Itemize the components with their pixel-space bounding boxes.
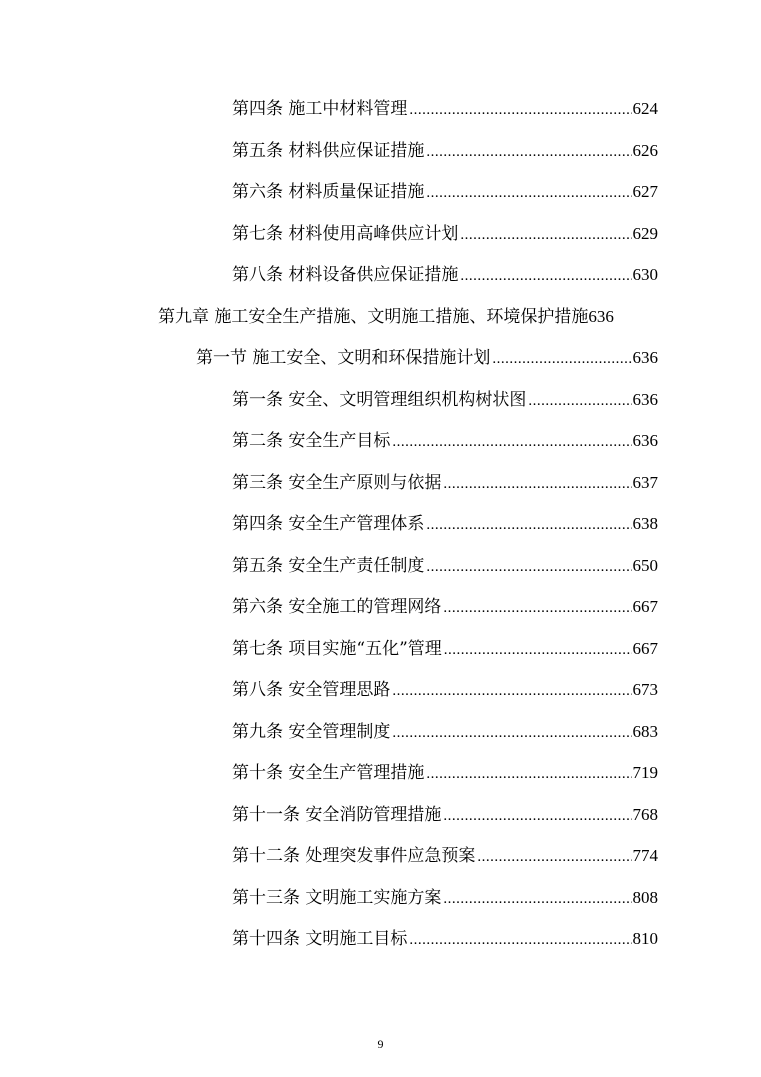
toc-entry-page: 667 (632, 639, 658, 658)
toc-entry[interactable] (232, 98, 658, 120)
toc-entry-page: 636 (632, 348, 658, 367)
toc-entry[interactable] (232, 389, 658, 411)
toc-entry-page: 636 (632, 431, 658, 450)
toc-entry-page: 683 (632, 722, 658, 741)
toc-entry-page: 630 (632, 265, 658, 284)
toc-entry-page: 808 (632, 888, 658, 907)
toc-entry-title: 第九条 安全管理制度 (232, 722, 391, 742)
toc-entry-title: 第八条 安全管理思路 (232, 680, 391, 700)
toc-entry[interactable] (232, 513, 658, 535)
toc-leader-dots (426, 763, 631, 785)
toc-entry[interactable] (232, 140, 658, 162)
toc-leader-dots (392, 722, 631, 744)
toc-leader-dots (426, 141, 631, 163)
toc-entry-title: 第一节 施工安全、文明和环保措施计划 (196, 348, 491, 368)
toc-entry[interactable] (232, 596, 658, 618)
toc-entry-page: 637 (632, 473, 658, 492)
toc-leader-dots (528, 390, 631, 412)
toc-entry[interactable] (232, 472, 658, 494)
toc-entry-title: 第十四条 文明施工目标 (232, 929, 408, 949)
toc-leader-dots (444, 639, 632, 661)
toc-entry-title: 第五条 材料供应保证措施 (232, 141, 425, 161)
toc-leader-dots (460, 265, 631, 287)
toc-entry-page: 629 (632, 224, 658, 243)
toc-entry-page: 673 (632, 680, 658, 699)
toc-entry-title: 第一条 安全、文明管理组织机构树状图 (232, 390, 527, 410)
toc-entry-title: 第十三条 文明施工实施方案 (232, 888, 442, 908)
toc-entry-title: 第十二条 处理突发事件应急预案 (232, 846, 476, 866)
toc-entry-title: 第七条 材料使用高峰供应计划 (232, 224, 459, 244)
toc-leader-dots (409, 99, 631, 121)
toc-entry-title: 第九章 施工安全生产措施、文明施工措施、环境保护措施 (158, 307, 589, 327)
toc-leader-dots (392, 431, 631, 453)
toc-entry-title: 第十一条 安全消防管理措施 (232, 805, 442, 825)
toc-entry-page: 768 (632, 805, 658, 824)
toc-entry[interactable] (232, 928, 658, 950)
toc-leader-dots (426, 182, 631, 204)
toc-entry[interactable] (232, 430, 658, 452)
toc-entry[interactable] (232, 845, 658, 867)
toc-entry-title: 第四条 施工中材料管理 (232, 99, 408, 119)
toc-entry-title: 第五条 安全生产责任制度 (232, 556, 425, 576)
toc-entry-page: 650 (632, 556, 658, 575)
toc-entry-title: 第四条 安全生产管理体系 (232, 514, 425, 534)
toc-entry-title: 第六条 材料质量保证措施 (232, 182, 425, 202)
toc-entry[interactable] (232, 762, 658, 784)
toc-entry-title: 第二条 安全生产目标 (232, 431, 391, 451)
toc-entry-page: 719 (632, 763, 658, 782)
toc-entry-page: 810 (632, 929, 658, 948)
toc-entry-title: 第七条 项目实施“五化”管理 (232, 639, 442, 659)
toc-entry-page: 638 (632, 514, 658, 533)
toc-entry-page: 774 (632, 846, 658, 865)
toc-leader-dots (460, 224, 631, 246)
toc-entry[interactable] (232, 264, 658, 286)
toc-leader-dots (443, 597, 631, 619)
toc-entry-title: 第六条 安全施工的管理网络 (232, 597, 442, 617)
toc-entry-page: 636 (632, 390, 658, 409)
toc-leader-dots (443, 473, 631, 495)
toc-leader-dots (426, 514, 631, 536)
toc-entry-page: 624 (632, 99, 658, 118)
toc-chapter-entry[interactable] (158, 306, 658, 328)
toc-leader-dots (492, 348, 631, 370)
toc-entry-page: 636 (588, 307, 614, 326)
toc-entry[interactable] (232, 181, 658, 203)
toc-entry[interactable] (232, 887, 658, 909)
toc-entry-page: 627 (632, 182, 658, 201)
toc-leader-dots (477, 846, 631, 868)
toc-entry[interactable] (232, 804, 658, 826)
toc-leader-dots (409, 929, 631, 951)
toc-leader-dots (392, 680, 631, 702)
toc-entry-title: 第十条 安全生产管理措施 (232, 763, 425, 783)
toc-entry-title: 第八条 材料设备供应保证措施 (232, 265, 459, 285)
toc-entry[interactable] (232, 721, 658, 743)
toc-entry-title: 第三条 安全生产原则与依据 (232, 473, 442, 493)
toc-entry-page: 626 (632, 141, 658, 160)
toc-entry[interactable] (232, 223, 658, 245)
toc-entry[interactable] (232, 638, 658, 660)
toc-leader-dots (443, 805, 631, 827)
toc-leader-dots (443, 888, 631, 910)
toc-entry[interactable] (232, 679, 658, 701)
toc-leader-dots (426, 556, 631, 578)
toc-section-entry[interactable] (196, 347, 658, 369)
toc-entry-page: 667 (632, 597, 658, 616)
page-number: 9 (377, 1037, 384, 1051)
toc-entry[interactable] (232, 555, 658, 577)
